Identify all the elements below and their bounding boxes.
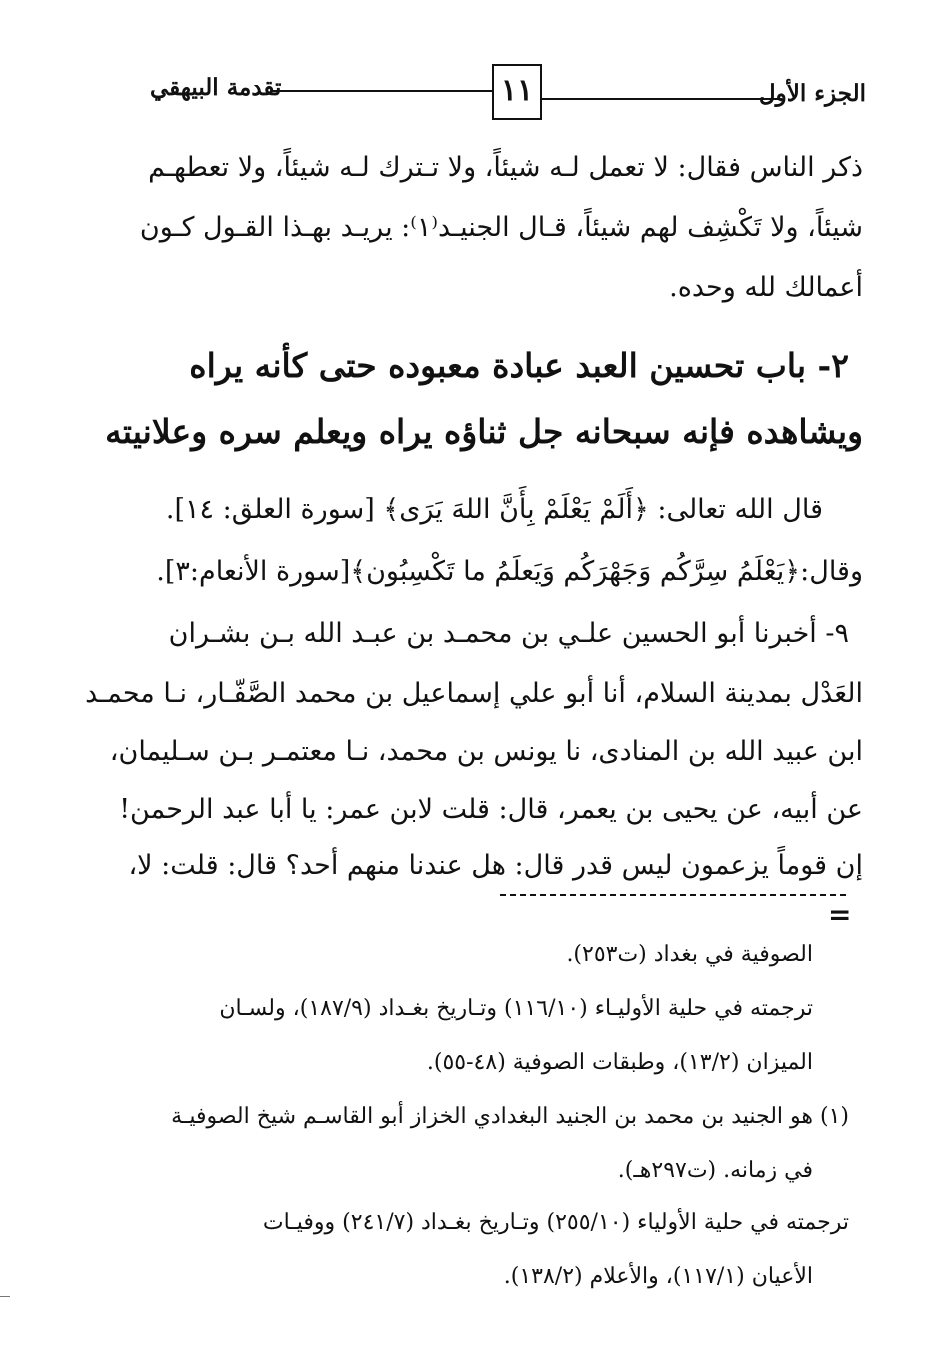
footnote-line: الأعيان (١١٧/١)، والأعلام (١٣٨/٢). <box>503 1264 813 1289</box>
footnote-line: في زمانه. (ت٢٩٧هـ). <box>617 1158 813 1183</box>
quran-quote: وقال:﴿يَعْلَمُ سِرَّكُم وَجَهْرَكُم وَيَعلَمُ ما تَكْسِبُون﴾[سورة الأنعام:٣]. <box>156 556 863 587</box>
footnote-separator <box>500 894 846 896</box>
body-line: ذكر الناس فقال: لا تعمل لـه شيئاً، ولا تـترك لـه شيئاً، ولا تعطهـم <box>148 152 863 183</box>
running-header <box>150 62 866 124</box>
footnote-continuation-mark: = <box>828 898 852 931</box>
hadith-line: العَدْل بمدينة السلام، أنا أبو علي إسماعيل بن محمد الصَّفّـار، نـا محمـد <box>85 678 863 709</box>
footnote-line: الصوفية في بغداد (ت٢٥٣). <box>566 942 813 967</box>
scan-margin-mark <box>0 1296 10 1297</box>
volume-title: الجزء الأول <box>758 80 866 107</box>
hadith-line: إن قوماً يزعمون ليس قدر قال: هل عندنا منهم أحد؟ قال: قلت: لا، <box>128 850 863 881</box>
hadith-line: ٩- أخبرنا أبو الحسين علـي بن محمـد بن عبـد الله بـن بشـران <box>168 618 849 649</box>
body-line: شيئاً، ولا تَكْشِف لهم شيئاً، قـال الجنيـد⁽١⁾: يريـد بهـذا القـول كـون <box>139 212 863 243</box>
header-rule-left <box>272 90 492 92</box>
footnote-line: ترجمته في حلية الأولياء (٢٥٥/١٠) وتـاريخ بغـداد (٢٤١/٧) ووفيـات <box>262 1210 849 1235</box>
body-line: أعمالك لله وحده. <box>669 272 863 303</box>
hadith-line: عن أبيه، عن يحيى بن يعمر، قال: قلت لابن عمر: يا أبا عبد الرحمن! <box>119 794 863 825</box>
hadith-line: ابن عبيد الله بن المنادى، نا يونس بن محمد، نـا معتمـر بـن سـليمان، <box>109 736 863 767</box>
book-title: تقدمة البيهقي <box>150 74 282 101</box>
quran-quote: قال الله تعالى: ﴿أَلَمْ يَعْلَمْ بِأَنَّ اللهَ يَرَى﴾ [سورة العلق: ١٤]. <box>165 494 823 525</box>
footnote-line: ترجمته في حلية الأوليـاء (١١٦/١٠) وتـاريخ بغـداد (١٨٧/٩)، ولسـان <box>219 996 813 1021</box>
header-rule-right <box>542 98 782 100</box>
footnote-line: الميزان (١٣/٢)، وطبقات الصوفية (٤٨-٥٥). <box>426 1050 813 1075</box>
footnote-line: (١) هو الجنيد بن محمد بن الجنيد البغدادي الخزاز أبو القاسـم شيخ الصوفيـة <box>171 1104 849 1129</box>
chapter-heading-line-1: ٢- باب تحسين العبد عبادة معبوده حتى كأنه يراه <box>189 346 849 385</box>
chapter-heading-line-2: ويشاهده فإنه سبحانه جل ثناؤه يراه ويعلم سره وعلانيته <box>105 412 863 451</box>
page-number: ١١ <box>492 64 542 120</box>
